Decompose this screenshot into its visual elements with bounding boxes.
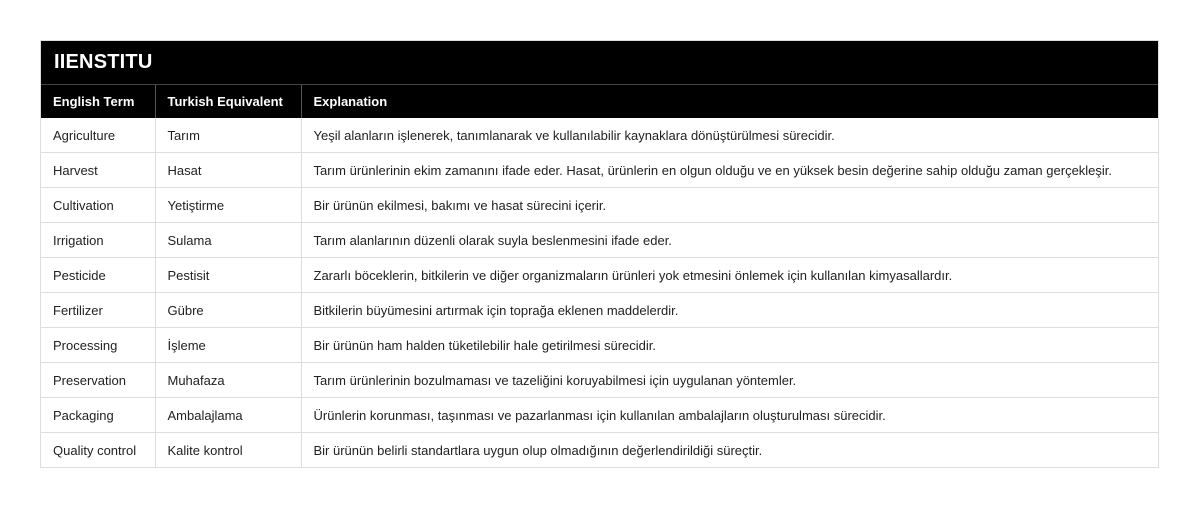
cell-turkish-equivalent: Yetiştirme	[155, 188, 301, 223]
cell-explanation: Zararlı böceklerin, bitkilerin ve diğer organizmaların ürünleri yok etmesini önlemek için kullanılan kimyasallardır.	[301, 258, 1158, 293]
cell-english-term: Processing	[41, 328, 155, 363]
table-row	[41, 433, 1158, 468]
cell-turkish-equivalent: Ambalajlama	[155, 398, 301, 433]
cell-english-term: Harvest	[41, 153, 155, 188]
cell-english-term: Quality control	[41, 433, 155, 468]
cell-turkish-equivalent: Pestisit	[155, 258, 301, 293]
cell-explanation: Tarım alanlarının düzenli olarak suyla beslenmesini ifade eder.	[301, 223, 1158, 258]
cell-english-term: Agriculture	[41, 118, 155, 153]
cell-explanation: Tarım ürünlerinin ekim zamanını ifade eder. Hasat, ürünlerin en olgun olduğu ve en yüksek besin değerine sahip olduğu zaman gerçekleşir.	[301, 153, 1158, 188]
header-english-term: English Term	[41, 85, 155, 118]
cell-english-term: Fertilizer	[41, 293, 155, 328]
cell-explanation: Bitkilerin büyümesini artırmak için toprağa eklenen maddelerdir.	[301, 293, 1158, 328]
table-row	[41, 398, 1158, 433]
cell-turkish-equivalent: Kalite kontrol	[155, 433, 301, 468]
cell-explanation: Bir ürünün belirli standartlara uygun olup olmadığının değerlendirildiği süreçtir.	[301, 433, 1158, 468]
table-row	[41, 293, 1158, 328]
glossary-table-container	[40, 40, 1159, 468]
header-turkish-equivalent: Turkish Equivalent	[155, 85, 301, 118]
cell-explanation: Tarım ürünlerinin bozulmaması ve tazeliğini koruyabilmesi için uygulanan yöntemler.	[301, 363, 1158, 398]
brand-title: IIENSTITU	[41, 41, 1158, 85]
cell-explanation: Bir ürünün ekilmesi, bakımı ve hasat sürecini içerir.	[301, 188, 1158, 223]
table-row	[41, 188, 1158, 223]
header-explanation: Explanation	[301, 85, 1158, 118]
cell-explanation: Yeşil alanların işlenerek, tanımlanarak ve kullanılabilir kaynaklara dönüştürülmesi sürecidir.	[313, 127, 835, 143]
cell-turkish-equivalent: İşleme	[155, 328, 301, 363]
glossary-table	[41, 85, 1158, 467]
table-row	[41, 223, 1158, 258]
cell-english-term: Irrigation	[41, 223, 155, 258]
cell-turkish-equivalent: Tarım	[155, 118, 301, 153]
cell-explanation: Ürünlerin korunması, taşınması ve pazarlanması için kullanılan ambalajların oluşturulması sürecidir.	[301, 398, 1158, 433]
cell-turkish-equivalent: Sulama	[155, 223, 301, 258]
cell-english-term: Packaging	[41, 398, 155, 433]
cell-english-term: Pesticide	[41, 258, 155, 293]
table-row	[41, 258, 1158, 293]
table-row	[41, 153, 1158, 188]
cell-turkish-equivalent: Gübre	[155, 293, 301, 328]
table-row	[41, 118, 1158, 153]
table-row	[41, 363, 1158, 398]
cell-turkish-equivalent: Muhafaza	[155, 363, 301, 398]
cell-explanation: Bir ürünün ham halden tüketilebilir hale getirilmesi sürecidir.	[301, 328, 1158, 363]
cell-english-term: Preservation	[41, 363, 155, 398]
cell-english-term: Cultivation	[41, 188, 155, 223]
cell-turkish-equivalent: Hasat	[155, 153, 301, 188]
table-row	[41, 328, 1158, 363]
table-header-row	[41, 85, 1158, 118]
